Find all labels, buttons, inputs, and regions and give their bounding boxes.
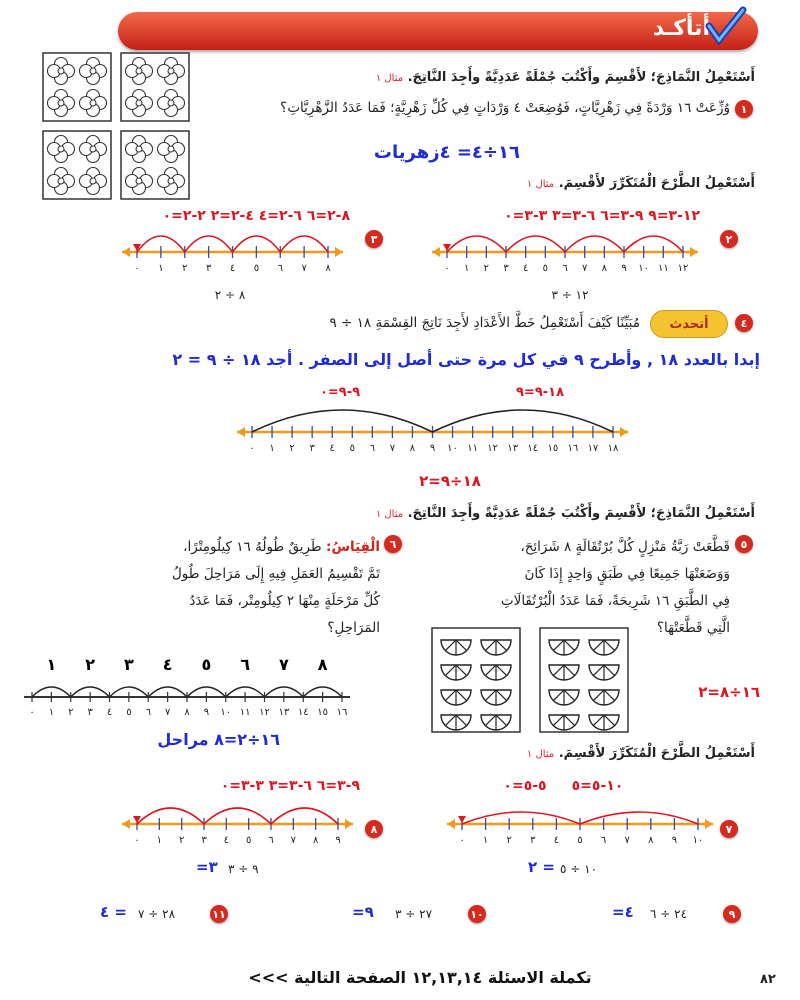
tick-label: ٧ [290,835,297,846]
jump-arc [204,808,271,824]
arrow-left-icon [432,247,440,257]
tick-label: ٠ [459,835,465,846]
tick-label: ٧ [581,263,588,274]
tick-label: ١٦ [336,707,348,718]
tick-label: ٨ [184,707,190,718]
question-number: ١١ [210,905,228,923]
answer-q7: ٢ = [528,858,555,876]
arrowhead-icon [458,816,466,823]
flower-center [168,146,174,152]
tick-label: ٦ [600,835,607,846]
tick-label: ٣ [201,835,207,846]
number-line-q7 [445,794,715,854]
tick-label: ٧ [624,835,630,846]
tick-label: ٤ [223,835,230,846]
tick-label: ٥ [542,263,549,274]
answer-q9: =٤ [612,903,634,921]
tick-label: ٤ [522,263,529,274]
flower-center [58,146,64,152]
answer-q1: ١٦÷٤= ٤زهريات [373,142,520,163]
tick-label: ٣ [309,443,315,454]
answer-q4: إبدا بالعدد ١٨ , وأطرح ٩ في كل مرة حتى أصل إلى الصفر . أجد ١٨ ÷ ٩ = ٢ [172,350,760,369]
expr-q3: ٨ ÷ ٢ [214,288,246,302]
flower-center [58,100,64,106]
flower-center [168,178,174,184]
tick-label: ٠ [134,835,140,846]
tick-label: ٩ [671,835,678,846]
question-number: ٨ [365,820,383,838]
tick-label: ١٠ [692,835,704,846]
tick-label: ٤ [553,835,560,846]
arrow-left-icon [237,427,245,437]
tick-label: ١١ [467,443,478,454]
tick-label: ٢ [178,835,185,846]
tick-label: ٥ [245,835,252,846]
think-badge: أتحدث [650,310,728,338]
jump-arc [252,410,433,432]
flower-center [90,100,96,106]
arc-label: ٢ [85,655,96,674]
tick-label: ٥ [577,835,583,846]
section-title: أتأكـد [652,16,710,41]
arc-label: ٦ [240,655,251,674]
tick-label: ١٧ [587,443,599,454]
arrow-right-icon [705,819,713,829]
tick-label: ١٢ [487,443,499,454]
continuation-note: تكملة الاسئلة ١٢,١٣,١٤ الصفحة التالية >>> [248,968,592,987]
tick-label: ١ [158,263,164,274]
arrow-left-icon [447,819,455,829]
jump-arc [462,812,580,824]
instruction-repeated-subtraction-2: أَسْتَعْمِلُ الطَّرْحَ الْمُتَكَرِّرَ لأَقْسِمَ. مثال ١ [526,746,755,761]
tick-label: ٩ [203,707,210,718]
tick-label: ٦ [277,263,283,274]
question-number: ٧ [720,820,738,838]
tick-label: ٨ [409,443,416,454]
tick-label: ٩ [429,443,436,454]
expr-q2: ١٢ ÷ ٣ [551,288,589,302]
number-line-q6 [22,655,352,725]
arc-label: ١ [46,655,57,674]
tick-label: ٦ [369,443,376,454]
expr-q11: ٢٨ ÷ ٧ [138,907,176,921]
tick-label: ٧ [164,707,171,718]
question-number: ٩ [723,905,741,923]
question-text-q6: الْقِيَاسُ: طَرِيقٌ طُولُهُ ١٦ كِيلُومِتْرًا، تَمَّ تَقْسِيمُ العَمَلِ فِيهِ إِلَى مَرَاحِلَ طُولُ كُلِّ مَرْحَلَةٍ مِنْهَا ٢ كِيلُومِتْر، فَمَا عَدَدُ المَرَاحِلِ؟ [172,539,380,636]
tick-label: ٣ [503,263,509,274]
tick-label: ١٠ [220,707,232,718]
jump-arc [565,236,624,252]
tick-label: ١ [48,707,55,718]
arrow-right-icon [345,819,353,829]
tick-label: ١٠ [447,443,458,454]
question-number: ٥ [735,535,753,553]
tick-label: ٦ [562,263,568,274]
step-1: ١٨-٩=٩ [515,385,565,400]
flower-center [136,100,142,106]
jump-arc [624,236,683,252]
expr-q7: ١٠ ÷ ٥ [560,862,598,876]
arc-label: ٥ [201,655,212,674]
tick-label: ١ [269,443,275,454]
tick-label: ١٣ [507,443,519,454]
tick-label: ١ [463,263,470,274]
tick-label: ٩ [621,263,627,274]
tick-label: ١٠ [638,263,650,274]
instruction-repeated-subtraction: أَسْتَعْمِلُ الطَّرْحَ الْمُتَكَرِّرَ لأَقْسِمَ. مثال ١ [526,176,755,191]
flower-vases-model [42,52,192,200]
tick-label: ٠ [29,707,35,718]
tick-label: ٦ [145,707,151,718]
vase-box [121,53,189,121]
work-q2: ١٢-٣=٩ ٩-٣=٦ ٦-٣=٣ ٣-٣=٠ [504,208,700,224]
flower-center [58,178,64,184]
tick-label: ١٣ [278,707,290,718]
tick-label: ١١ [239,707,251,718]
flower-center [136,178,142,184]
question-number: ٢ [720,230,738,248]
tick-label: ٤ [229,263,236,274]
tick-label: ١٦ [567,443,579,454]
tick-label: ٥ [253,263,260,274]
tick-label: ١٥ [547,443,559,454]
jump-arc [447,236,506,252]
work-q3: ٨-٢=٦ ٦-٢=٤ ٤-٢=٢ ٢-٢=٠ [162,208,350,224]
question-number: ١٠ [468,905,486,923]
arrow-left-icon [122,247,130,257]
question-number: ٣ [365,230,383,248]
question-text: وُزِّعَتْ ١٦ وَرْدَةً فِي زَهْرِيَّاتٍ، فَوُضِعَتْ ٤ وَرْدَاتٍ فِي كُلِّ زَهْرِيَّةٍ؛ فَمَا عَدَدُ الزَّهْرِيَّاتِ؟ [280,100,730,116]
tick-label: ١٢ [677,263,689,274]
tick-label: ١٢ [259,707,270,718]
checkmark-icon [705,6,747,46]
tick-label: ٢ [182,263,188,274]
question-text-q5: قَطَّعَتْ رَبَّةُ مَنْزِلٍ كُلَّ بُرْتُقَالَةٍ ٨ شَرَائِحَ، وَوَضَعَتْهَا جَمِيعًا فِي طَبَقٍ وَاحِدٍ إِذَا كَانَ فِي الطَّبَقِ ١٦ شَرِيحَةً، فَمَا عَدَدُ الْبُرْتُقَالَاتِ الَّتِي قَطَّعَتْهَا؟ [500,539,730,636]
expr-q8: ٩ ÷ ٣ [228,862,259,876]
tick-label: ٣ [530,835,536,846]
arrow-right-icon [335,247,343,257]
number-line-q8 [120,794,355,854]
instruction-models: أَسْتَعْمِلُ النَّمَاذِجَ؛ لأَقْسِمَ وأَكْتُبَ جُمْلَةً عَدَدِيَّةً وأَجِدَ النَّاتِجَ. مثال ١ [375,70,755,85]
flower-center [90,146,96,152]
page-number: ٨٢ [760,972,776,987]
expr-q10: ٢٧ ÷ ٣ [395,907,433,921]
jump-arc [506,236,565,252]
tick-label: ٤ [329,443,335,454]
arc-label: ٤ [162,655,173,674]
jump-arc [433,410,614,432]
vase-box [43,53,111,121]
tick-label: ١٤ [297,707,309,718]
result-q4: ١٨÷٩=٢ [419,472,481,490]
tick-label: ٠ [134,263,140,274]
flower-center [58,68,64,74]
jump-arc [580,812,698,824]
tick-label: ٧ [301,263,307,274]
number-line-q3 [120,222,345,282]
arc-label: ٨ [317,655,328,674]
tick-label: ٥ [126,707,132,718]
flower-center [90,68,96,74]
answer-q6: ١٦÷٢=٨ مراحل [157,730,280,749]
tick-label: ٢ [483,263,490,274]
vase-box [43,131,111,199]
arc-label: ٧ [278,655,289,674]
tick-label: ١١ [657,263,669,274]
tick-label: ٢ [289,443,295,454]
instruction-models-2: أَسْتَعْمِلُ النَّمَاذِجَ؛ لأَقْسِمَ وأَكْتُبَ جُمْلَةً عَدَدِيَّةً وأَجِدَ النَّاتِجَ. مثال ١ [375,506,755,521]
tick-label: ٩ [335,835,341,846]
tick-label: ١٤ [527,443,539,454]
tick-label: ٢ [68,707,74,718]
question-number: ١ [735,100,753,118]
question-number: ٦ [384,535,402,553]
tick-label: ٨ [312,835,319,846]
tick-label: ٤ [106,707,113,718]
arrow-left-icon [122,819,130,829]
tick-label: ١ [156,835,163,846]
answer-q8: =٣ [196,858,218,876]
work-q7-a: ١٠-٥=٥ [571,778,624,794]
question-text: مُبَيِّنًا كَيْفَ أَسْتَعْمِلُ خَطَّ الأَعْدَادِ لأَجِدَ نَاتِجَ القِسْمَةِ ١٨ ÷ ٩ [329,315,640,331]
expr-q9: ٢٤ ÷ ٦ [650,907,688,921]
number-line-q2 [430,222,700,282]
arc-label: ٣ [123,655,134,674]
jump-arc [271,808,338,824]
step-2: ٩-٩=٠ [319,385,361,400]
jump-arc [137,808,204,824]
tick-label: ١ [482,835,489,846]
tick-label: ٣ [87,707,93,718]
tick-label: ١٥ [317,707,328,718]
orange-slices-model [430,626,630,736]
answer-q11: ٤ = [100,903,127,921]
question-number: ٤ [735,314,753,332]
tick-label: ٧ [389,443,396,454]
tick-label: ٠ [444,263,450,274]
tick-label: ٦ [268,835,274,846]
answer-q10: =٩ [352,903,374,921]
arrow-right-icon [620,427,628,437]
flower-center [168,68,174,74]
tick-label: ٨ [325,263,331,274]
flower-center [90,178,96,184]
number-line-q4 [235,392,630,464]
tick-label: ٣ [205,263,212,274]
vase-box [121,131,189,199]
work-q8: ٩-٣=٦ ٦-٣=٣ ٣-٣=٠ [220,778,360,794]
flower-center [136,146,142,152]
arrow-right-icon [690,247,698,257]
answer-q5: ١٦÷٨=٢ [698,683,760,701]
tick-label: ٢ [506,835,512,846]
tick-label: ٠ [249,443,255,454]
tick-label: ٨ [601,263,608,274]
work-q7-b: ٥-٥=٠ [503,778,547,794]
flower-center [136,68,142,74]
tick-label: ٥ [349,443,355,454]
tick-label: ٨ [648,835,654,846]
tick-label: ١٨ [607,443,619,454]
flower-center [168,100,174,106]
